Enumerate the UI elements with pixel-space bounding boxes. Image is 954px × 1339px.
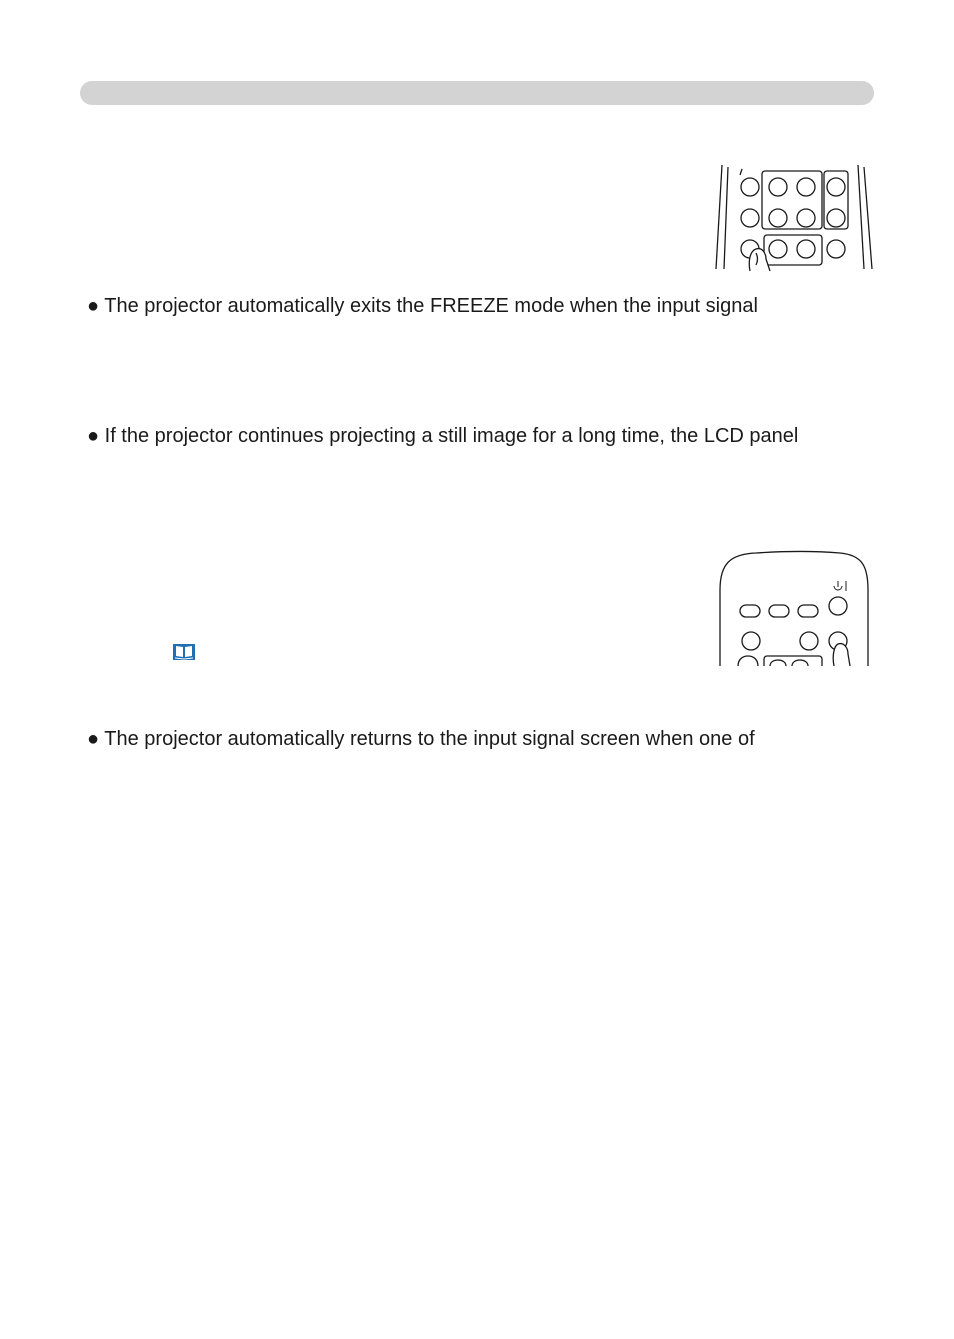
remote-control-power-button-icon	[716, 550, 872, 666]
section-header-bar	[80, 81, 874, 105]
bullet-text: ● If the projector continues projecting a still image for a long time, the LCD panel	[87, 425, 799, 447]
bullet-text: ● The projector automatically exits the FREEZE mode when the input signal	[87, 295, 758, 317]
book-reference-icon[interactable]	[172, 642, 196, 662]
remote-control-freeze-button-icon	[712, 163, 874, 273]
bullet-text: ● The projector automatically returns to the input signal screen when one of	[87, 728, 755, 750]
